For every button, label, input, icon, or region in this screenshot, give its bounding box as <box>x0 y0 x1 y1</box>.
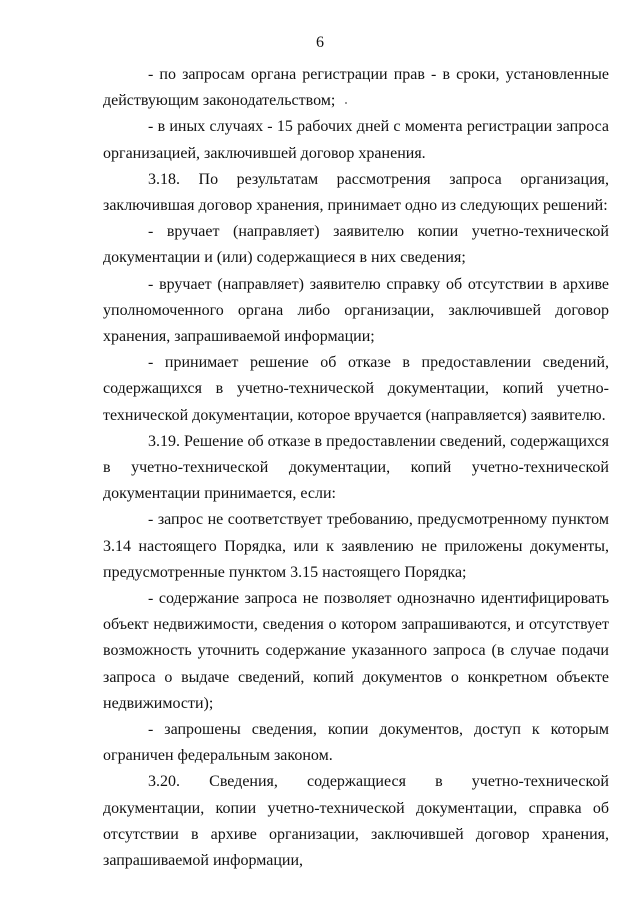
paragraph-clause-3-19: 3.19. Решение об отказе в предоставлении сведений, содержащихся в учетно-технической документации, копий учетно-технической документации принимается, если: <box>103 432 609 503</box>
page-number: 6 <box>316 34 324 51</box>
paragraph-refusal-ground-identification: - содержание запроса не позволяет однозначно идентифицировать объект недвижимости, сведения о котором запрашиваются, и отсутствует возможность уточнить содержание указанного запроса (в случае подачи запроса о выдаче сведений, копий документов о конкретном объекте недвижимости); <box>103 590 609 712</box>
paragraph-deadline-other-cases: - в иных случаях - 15 рабочих дней с момента регистрации запроса организацией, заключившей договор хранения. <box>103 118 609 162</box>
paragraph-deadline-registration-authority: - по запросам органа регистрации прав - в сроки, установленные действующим законодательством; <box>103 66 609 110</box>
paragraph-decision-copies: - вручает (направляет) заявителю копии учетно-технической документации и (или) содержащиеся в них сведения; <box>103 223 609 267</box>
paragraph-decision-refusal: - принимает решение об отказе в предоставлении сведений, содержащихся в учетно-технической документации, копий учетно-технической документации, которое вручается (направляется) заявителю. <box>103 354 609 424</box>
paragraph-decision-certificate: - вручает (направляет) заявителю справку об отсутствии в архиве уполномоченного органа либо организации, заключившей договор хранения, запрашиваемой информации; <box>103 275 609 346</box>
paragraph-clause-3-20: 3.20. Сведения, содержащиеся в учетно-технической документации, копии учетно-технической документации, справка об отсутствии в архиве организации, заключившей договор хранения, запрашиваемой информации, <box>103 773 609 870</box>
paragraph-clause-3-18: 3.18. По результатам рассмотрения запроса организация, заключившая договор хранения, принимает одно из следующих решений: <box>103 170 609 215</box>
paragraph-refusal-ground-requirements: - запрос не соответствует требованию, предусмотренному пунктом 3.14 настоящего Порядка, или к заявлению не приложены документы, предусмотренные пунктом 3.15 настоящего Порядка; <box>103 511 609 581</box>
paragraph-refusal-ground-restricted: - запрошены сведения, копии документов, доступ к которым ограничен федеральным законом. <box>103 721 609 765</box>
document-body <box>103 62 609 874</box>
